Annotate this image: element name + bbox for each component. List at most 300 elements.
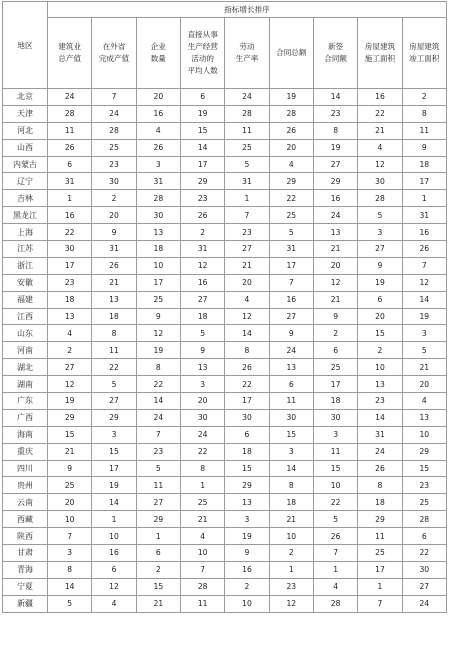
rank-cell: 26 (92, 257, 136, 274)
rank-cell: 21 (92, 274, 136, 291)
rank-cell: 17 (92, 460, 136, 477)
rank-cell: 6 (269, 376, 313, 393)
rank-cell: 10 (48, 511, 92, 528)
header-row-columns (3, 18, 447, 89)
rank-cell: 20 (225, 274, 269, 291)
region-cell: 甘肃 (3, 545, 48, 562)
rank-cell: 15 (92, 443, 136, 460)
rank-cell: 30 (402, 561, 446, 578)
rank-cell: 29 (136, 511, 180, 528)
rank-cell: 18 (225, 443, 269, 460)
rank-cell: 31 (180, 241, 224, 258)
column-header-line: 竣工面积 (409, 54, 440, 63)
rank-cell: 14 (180, 139, 224, 156)
rank-cell: 26 (180, 207, 224, 224)
rank-cell: 20 (269, 139, 313, 156)
rank-cell: 2 (180, 224, 224, 241)
rank-cell: 29 (48, 409, 92, 426)
rank-cell: 19 (358, 274, 402, 291)
rank-cell: 26 (269, 122, 313, 139)
rank-cell: 23 (402, 477, 446, 494)
rank-cell: 12 (358, 156, 402, 173)
rank-cell: 6 (313, 342, 357, 359)
header-row-group (3, 2, 447, 18)
rank-cell: 16 (225, 561, 269, 578)
rank-cell: 23 (225, 224, 269, 241)
rank-cell: 2 (269, 545, 313, 562)
rank-cell: 8 (358, 477, 402, 494)
column-header-line: 数量 (150, 54, 166, 63)
column-header-line: 生产率 (235, 54, 259, 63)
rank-cell: 18 (92, 308, 136, 325)
rank-cell: 22 (225, 376, 269, 393)
rank-cell: 10 (136, 257, 180, 274)
rank-cell: 21 (313, 291, 357, 308)
rank-cell: 31 (136, 173, 180, 190)
rank-cell: 30 (180, 409, 224, 426)
table-row (3, 190, 447, 207)
rank-cell: 3 (225, 511, 269, 528)
indicator-growth-ranking-table (2, 1, 447, 613)
rank-cell: 24 (136, 409, 180, 426)
rank-cell: 1 (92, 511, 136, 528)
rank-cell: 23 (358, 393, 402, 410)
rank-cell: 13 (402, 409, 446, 426)
rank-cell: 20 (48, 494, 92, 511)
rank-cell: 2 (225, 578, 269, 595)
rank-cell: 7 (225, 207, 269, 224)
rank-cell: 13 (225, 494, 269, 511)
rank-cell: 6 (358, 291, 402, 308)
region-cell: 湖北 (3, 359, 48, 376)
column-header-3 (136, 18, 180, 89)
table-row (3, 393, 447, 410)
rank-cell: 5 (136, 460, 180, 477)
rank-cell: 26 (225, 359, 269, 376)
table-row (3, 105, 447, 122)
rank-cell: 16 (358, 89, 402, 106)
rank-cell: 20 (136, 89, 180, 106)
rank-cell: 23 (136, 443, 180, 460)
rank-cell: 23 (92, 156, 136, 173)
column-header-8 (358, 18, 402, 89)
rank-cell: 12 (136, 325, 180, 342)
rank-cell: 30 (92, 173, 136, 190)
table-row (3, 545, 447, 562)
rank-cell: 10 (180, 545, 224, 562)
rank-cell: 15 (180, 122, 224, 139)
rank-cell: 7 (180, 561, 224, 578)
rank-cell: 24 (402, 595, 446, 612)
rank-cell: 9 (313, 308, 357, 325)
table-row (3, 241, 447, 258)
column-header-line: 在外省 (102, 42, 126, 51)
rank-cell: 25 (358, 545, 402, 562)
rank-cell: 22 (313, 494, 357, 511)
rank-cell: 3 (180, 376, 224, 393)
rank-cell: 31 (48, 173, 92, 190)
rank-cell: 16 (402, 224, 446, 241)
rank-cell: 27 (313, 156, 357, 173)
rank-cell: 12 (92, 578, 136, 595)
rank-cell: 4 (180, 528, 224, 545)
table-row (3, 207, 447, 224)
table-row (3, 122, 447, 139)
region-cell: 云南 (3, 494, 48, 511)
rank-cell: 6 (48, 156, 92, 173)
rank-cell: 16 (136, 105, 180, 122)
rank-cell: 15 (136, 578, 180, 595)
region-cell: 新疆 (3, 595, 48, 612)
rank-cell: 26 (313, 528, 357, 545)
region-cell: 西藏 (3, 511, 48, 528)
region-cell: 山东 (3, 325, 48, 342)
region-cell: 内蒙古 (3, 156, 48, 173)
region-cell: 黑龙江 (3, 207, 48, 224)
rank-cell: 4 (402, 393, 446, 410)
group-header: 指标增长排序 (48, 2, 447, 18)
rank-cell: 22 (402, 545, 446, 562)
rank-cell: 6 (136, 545, 180, 562)
rank-cell: 4 (48, 325, 92, 342)
rank-cell: 11 (358, 528, 402, 545)
rank-cell: 25 (225, 139, 269, 156)
region-cell: 四川 (3, 460, 48, 477)
column-header-line: 生产经营 (187, 42, 218, 51)
rank-cell: 1 (358, 578, 402, 595)
table-row (3, 139, 447, 156)
rank-cell: 2 (136, 561, 180, 578)
rank-cell: 25 (269, 207, 313, 224)
rank-cell: 15 (269, 426, 313, 443)
rank-cell: 19 (269, 89, 313, 106)
rank-cell: 20 (402, 376, 446, 393)
rank-cell: 25 (180, 494, 224, 511)
rank-cell: 9 (180, 342, 224, 359)
rank-cell: 11 (225, 122, 269, 139)
rank-cell: 5 (402, 342, 446, 359)
rank-cell: 15 (48, 426, 92, 443)
column-header-line: 合同额 (324, 54, 348, 63)
rank-cell: 19 (136, 342, 180, 359)
rank-cell: 25 (136, 291, 180, 308)
region-cell: 天津 (3, 105, 48, 122)
table-row (3, 224, 447, 241)
rank-cell: 19 (48, 393, 92, 410)
rank-cell: 29 (92, 409, 136, 426)
rank-cell: 18 (48, 291, 92, 308)
rank-cell: 26 (48, 139, 92, 156)
rank-cell: 23 (313, 105, 357, 122)
rank-cell: 13 (313, 224, 357, 241)
rank-cell: 1 (48, 190, 92, 207)
rank-cell: 21 (269, 511, 313, 528)
rank-cell: 28 (313, 595, 357, 612)
rank-cell: 16 (180, 274, 224, 291)
rank-cell: 15 (402, 460, 446, 477)
rank-cell: 3 (136, 156, 180, 173)
region-cell: 江苏 (3, 241, 48, 258)
rank-cell: 7 (313, 545, 357, 562)
rank-cell: 29 (313, 173, 357, 190)
rank-cell: 10 (402, 426, 446, 443)
rank-cell: 31 (269, 241, 313, 258)
column-header-9 (402, 18, 446, 89)
rank-cell: 31 (402, 207, 446, 224)
rank-cell: 30 (313, 409, 357, 426)
rank-cell: 24 (92, 105, 136, 122)
rank-cell: 28 (225, 105, 269, 122)
rank-cell: 7 (269, 274, 313, 291)
rank-cell: 13 (269, 359, 313, 376)
rank-cell: 30 (269, 409, 313, 426)
rank-cell: 25 (92, 139, 136, 156)
rank-cell: 11 (180, 595, 224, 612)
rank-cell: 5 (180, 325, 224, 342)
rank-cell: 5 (358, 207, 402, 224)
rank-cell: 27 (180, 291, 224, 308)
rank-cell: 5 (313, 511, 357, 528)
rank-cell: 31 (358, 426, 402, 443)
rank-cell: 23 (180, 190, 224, 207)
region-cell: 江西 (3, 308, 48, 325)
rank-cell: 19 (180, 105, 224, 122)
rank-cell: 31 (225, 173, 269, 190)
rank-cell: 29 (269, 173, 313, 190)
rank-cell: 28 (48, 105, 92, 122)
column-header-line: 直接从事 (187, 30, 218, 39)
rank-cell: 26 (402, 241, 446, 258)
rank-cell: 8 (48, 561, 92, 578)
rank-cell: 5 (269, 224, 313, 241)
rank-cell: 14 (402, 291, 446, 308)
rank-cell: 11 (92, 342, 136, 359)
rank-cell: 8 (136, 359, 180, 376)
rank-cell: 3 (92, 426, 136, 443)
rank-cell: 1 (402, 190, 446, 207)
rank-cell: 7 (402, 257, 446, 274)
rank-cell: 18 (269, 494, 313, 511)
rank-cell: 14 (313, 89, 357, 106)
rank-cell: 16 (269, 291, 313, 308)
rank-cell: 9 (358, 257, 402, 274)
region-cell: 山西 (3, 139, 48, 156)
rank-cell: 10 (92, 528, 136, 545)
rank-cell: 17 (48, 257, 92, 274)
rank-cell: 28 (358, 190, 402, 207)
rank-cell: 22 (92, 359, 136, 376)
rank-cell: 13 (358, 376, 402, 393)
rank-cell: 15 (313, 460, 357, 477)
column-header-line: 平均人数 (187, 66, 218, 75)
rank-cell: 8 (402, 105, 446, 122)
rank-cell: 8 (269, 477, 313, 494)
rank-cell: 5 (225, 156, 269, 173)
column-header-line: 企业 (150, 42, 166, 51)
rank-cell: 11 (402, 122, 446, 139)
rank-cell: 9 (136, 308, 180, 325)
table-row (3, 578, 447, 595)
rank-cell: 22 (48, 224, 92, 241)
column-header-line: 劳动 (239, 42, 255, 51)
rank-cell: 3 (48, 545, 92, 562)
rank-cell: 10 (313, 477, 357, 494)
region-cell: 贵州 (3, 477, 48, 494)
column-header-7 (313, 18, 357, 89)
rank-cell: 13 (48, 308, 92, 325)
rank-cell: 12 (225, 308, 269, 325)
rank-cell: 6 (180, 89, 224, 106)
rank-cell: 12 (402, 274, 446, 291)
table-row (3, 528, 447, 545)
rank-cell: 4 (358, 139, 402, 156)
rank-cell: 10 (269, 528, 313, 545)
region-cell: 河南 (3, 342, 48, 359)
rank-cell: 9 (92, 224, 136, 241)
rank-cell: 7 (136, 426, 180, 443)
rank-cell: 29 (358, 511, 402, 528)
rank-cell: 12 (48, 376, 92, 393)
rank-cell: 8 (92, 325, 136, 342)
rank-cell: 27 (92, 393, 136, 410)
table-row (3, 359, 447, 376)
column-header-line: 施工面积 (364, 54, 396, 63)
rank-cell: 16 (92, 545, 136, 562)
rank-cell: 17 (402, 173, 446, 190)
rank-cell: 24 (225, 89, 269, 106)
rank-cell: 20 (92, 207, 136, 224)
region-cell: 宁夏 (3, 578, 48, 595)
region-cell: 广西 (3, 409, 48, 426)
region-cell: 上海 (3, 224, 48, 241)
rank-cell: 13 (92, 291, 136, 308)
rank-cell: 22 (358, 105, 402, 122)
rank-cell: 20 (358, 308, 402, 325)
rank-cell: 28 (92, 122, 136, 139)
rank-cell: 5 (92, 376, 136, 393)
rank-cell: 11 (313, 443, 357, 460)
table-row (3, 494, 447, 511)
column-header-4 (180, 18, 224, 89)
table-row (3, 511, 447, 528)
column-header-1 (48, 18, 92, 89)
rank-cell: 16 (48, 207, 92, 224)
rank-cell: 2 (402, 89, 446, 106)
column-header-line: 活动的 (191, 54, 215, 63)
table-row (3, 257, 447, 274)
table-row (3, 325, 447, 342)
rank-cell: 26 (358, 460, 402, 477)
rank-cell: 4 (313, 578, 357, 595)
rank-cell: 14 (269, 460, 313, 477)
rank-cell: 18 (313, 393, 357, 410)
region-cell: 广东 (3, 393, 48, 410)
rank-cell: 18 (136, 241, 180, 258)
rank-cell: 3 (269, 443, 313, 460)
rank-cell: 7 (48, 528, 92, 545)
column-header-line: 合同总额 (276, 48, 307, 57)
table-row (3, 409, 447, 426)
rank-cell: 21 (225, 257, 269, 274)
table-row (3, 291, 447, 308)
rank-cell: 7 (92, 89, 136, 106)
rank-cell: 3 (313, 426, 357, 443)
rank-cell: 21 (48, 443, 92, 460)
rank-cell: 19 (225, 528, 269, 545)
rank-cell: 23 (48, 274, 92, 291)
rank-cell: 2 (313, 325, 357, 342)
rank-cell: 15 (358, 325, 402, 342)
column-header-line: 总产值 (58, 54, 82, 63)
rank-cell: 24 (180, 426, 224, 443)
rank-cell: 8 (225, 342, 269, 359)
table-row (3, 561, 447, 578)
column-header-line: 房屋建筑 (409, 42, 440, 51)
region-cell: 河北 (3, 122, 48, 139)
table-row (3, 460, 447, 477)
column-header-line: 新签 (328, 42, 344, 51)
rank-cell: 5 (48, 595, 92, 612)
rank-cell: 7 (358, 595, 402, 612)
rank-cell: 27 (269, 308, 313, 325)
table-row (3, 376, 447, 393)
rank-cell: 18 (358, 494, 402, 511)
table-row (3, 477, 447, 494)
rank-cell: 13 (136, 224, 180, 241)
rank-cell: 21 (180, 511, 224, 528)
rank-cell: 3 (402, 325, 446, 342)
rank-cell: 1 (313, 561, 357, 578)
table-row (3, 443, 447, 460)
rank-cell: 29 (402, 443, 446, 460)
rank-cell: 27 (358, 241, 402, 258)
rank-cell: 28 (136, 190, 180, 207)
rank-cell: 4 (269, 156, 313, 173)
rank-cell: 3 (358, 224, 402, 241)
ranking-table-container (2, 1, 447, 613)
rank-cell: 1 (269, 561, 313, 578)
region-column-header: 地区 (3, 2, 48, 89)
rank-cell: 11 (136, 477, 180, 494)
rank-cell: 11 (48, 122, 92, 139)
rank-cell: 4 (92, 595, 136, 612)
region-cell: 辽宁 (3, 173, 48, 190)
rank-cell: 17 (180, 156, 224, 173)
region-cell: 青海 (3, 561, 48, 578)
rank-cell: 26 (136, 139, 180, 156)
rank-cell: 12 (269, 595, 313, 612)
rank-cell: 17 (358, 561, 402, 578)
rank-cell: 21 (313, 241, 357, 258)
region-cell: 陕西 (3, 528, 48, 545)
rank-cell: 9 (269, 325, 313, 342)
rank-cell: 16 (313, 190, 357, 207)
rank-cell: 9 (402, 139, 446, 156)
region-cell: 福建 (3, 291, 48, 308)
region-cell: 海南 (3, 426, 48, 443)
rank-cell: 19 (313, 139, 357, 156)
rank-cell: 6 (225, 426, 269, 443)
rank-cell: 4 (136, 122, 180, 139)
rank-cell: 24 (313, 207, 357, 224)
rank-cell: 19 (402, 308, 446, 325)
rank-cell: 29 (225, 477, 269, 494)
column-header-5 (225, 18, 269, 89)
rank-cell: 6 (402, 528, 446, 545)
rank-cell: 25 (402, 494, 446, 511)
table-body (3, 89, 447, 613)
rank-cell: 27 (402, 578, 446, 595)
